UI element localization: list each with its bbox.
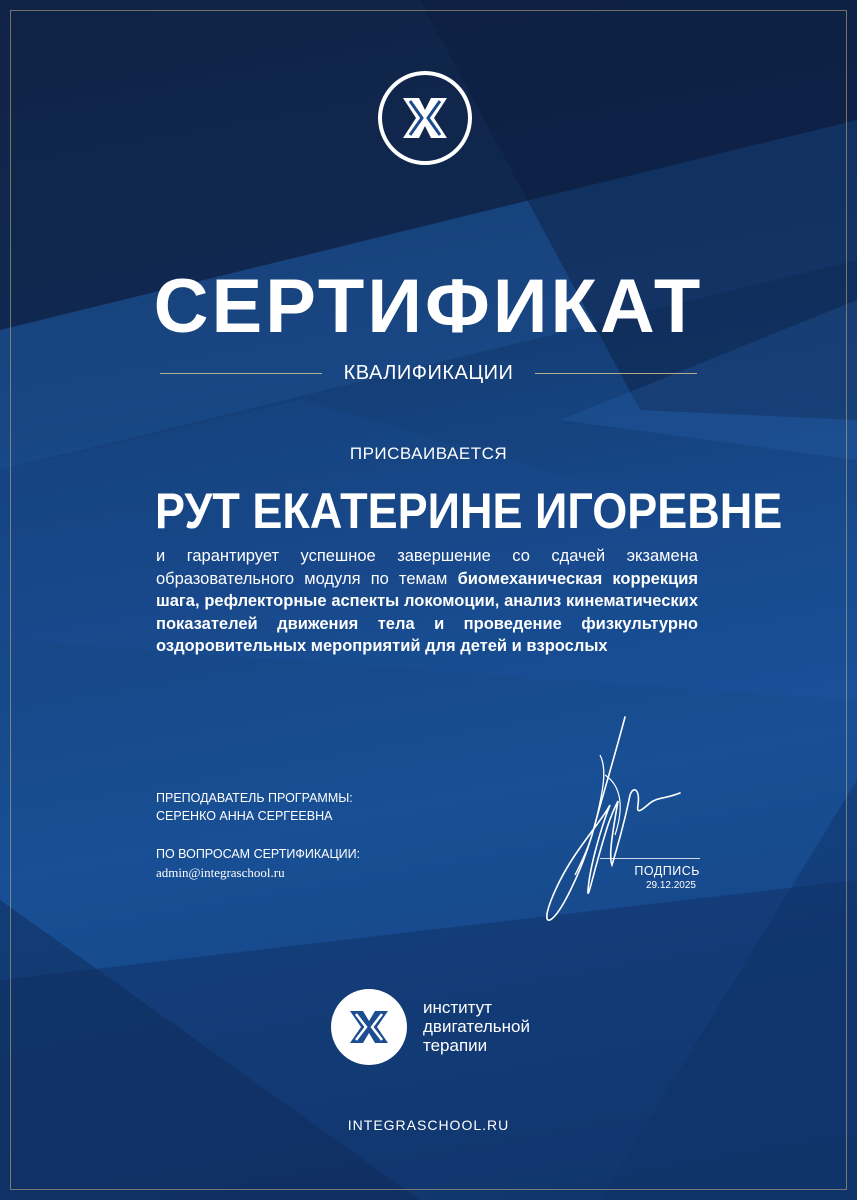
institute-line-1: институт xyxy=(423,998,492,1017)
handwritten-signature xyxy=(530,715,710,930)
divider-left xyxy=(160,373,322,374)
recipient-name: РУТ ЕКАТЕРИНЕ ИГОРЕВНЕ xyxy=(155,483,783,539)
contact-label: ПО ВОПРОСАМ СЕРТИФИКАЦИИ: xyxy=(156,847,361,861)
contact-email[interactable]: admin@integraschool.ru xyxy=(156,865,285,880)
certificate-title: СЕРТИФИКАТ xyxy=(153,264,704,349)
institute-name xyxy=(423,998,623,1055)
certificate-subtitle: КВАЛИФИКАЦИИ xyxy=(343,361,514,384)
certificate-body xyxy=(156,545,698,658)
institute-line-3: терапии xyxy=(423,1036,488,1055)
divider-right xyxy=(535,373,697,374)
signature-line xyxy=(600,858,700,859)
body-plain-text: и гарантирует успешное завершение со сдачей экзамена образовательного модуля по темам xyxy=(156,547,698,588)
institute-line-2: двигательной xyxy=(423,1017,530,1036)
institute-logo-icon xyxy=(330,988,408,1066)
teacher-name: СЕРЕНКО АННА СЕРГЕЕВНА xyxy=(156,809,333,823)
teacher-label: ПРЕПОДАВАТЕЛЬ ПРОГРАММЫ: xyxy=(156,791,353,805)
subtitle-row xyxy=(160,358,697,388)
assigned-label: ПРИСВАИВАЕТСЯ xyxy=(349,444,508,463)
signature-label: ПОДПИСЬ xyxy=(634,864,700,878)
website-link[interactable]: INTEGRASCHOOL.RU xyxy=(347,1117,510,1133)
x-logo-icon xyxy=(377,70,473,166)
body-topics-text: биомеханическая коррекция шага, рефлекторные аспекты локомоции, анализ кинематических показателей движения тела и проведение физкультурно оздоровительных мероприятий для детей и взрослых xyxy=(156,569,699,655)
signature-date: 29.12.2025 xyxy=(645,880,696,891)
